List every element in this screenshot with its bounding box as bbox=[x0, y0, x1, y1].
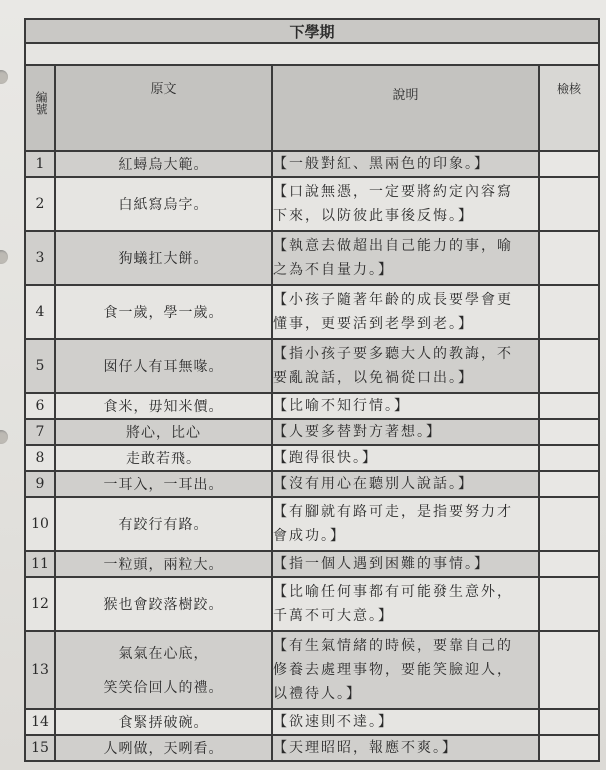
explanation-line: 【小孩子隨著年齡的成長要學會更 bbox=[273, 292, 513, 308]
explanation-line: 【比喻任何事都有可能發生意外， bbox=[273, 584, 513, 600]
original-line: 囡仔人有耳無喙。 bbox=[103, 359, 224, 375]
original-text bbox=[55, 709, 272, 735]
original-line: 食米，毋知米價。 bbox=[103, 399, 224, 415]
original-text bbox=[55, 551, 272, 577]
binder-ring bbox=[0, 250, 8, 264]
col-check-header: 檢核 bbox=[539, 65, 599, 151]
original-text bbox=[55, 577, 272, 631]
explanation-text bbox=[272, 735, 539, 761]
explanation-text bbox=[272, 577, 539, 631]
explanation-line: 【口說無憑，一定要將約定內容寫 bbox=[273, 184, 513, 200]
original-line: 猴也會跤落樹跤。 bbox=[103, 597, 224, 613]
explanation-line: 【指一個人遇到困難的事情。】 bbox=[273, 556, 490, 572]
row-number: 6 bbox=[25, 393, 55, 419]
original-text bbox=[55, 231, 272, 285]
check-cell[interactable] bbox=[539, 551, 599, 577]
explanation-line: 之為不自量力。】 bbox=[273, 262, 394, 278]
table-row bbox=[25, 339, 599, 393]
row-number: 1 bbox=[25, 151, 55, 177]
check-cell[interactable] bbox=[539, 285, 599, 339]
explanation-text bbox=[272, 177, 539, 231]
check-cell[interactable] bbox=[539, 419, 599, 445]
check-cell[interactable] bbox=[539, 339, 599, 393]
table-row bbox=[25, 285, 599, 339]
original-text bbox=[55, 497, 272, 551]
row-number: 11 bbox=[25, 551, 55, 577]
explanation-line: 【指小孩子要多聽大人的教誨，不 bbox=[273, 346, 513, 362]
binder-ring bbox=[0, 70, 8, 84]
table-row bbox=[25, 231, 599, 285]
table-row bbox=[25, 151, 599, 177]
col-number-label: 編號 bbox=[34, 90, 48, 115]
original-line: 狗蟻扛大餅。 bbox=[118, 251, 209, 267]
proverb-table bbox=[24, 18, 600, 762]
row-number: 12 bbox=[25, 577, 55, 631]
original-text bbox=[55, 285, 272, 339]
check-cell[interactable] bbox=[539, 231, 599, 285]
check-cell[interactable] bbox=[539, 709, 599, 735]
binder-ring bbox=[0, 430, 8, 444]
original-line: 紅蟳烏大範。 bbox=[118, 157, 209, 173]
row-number: 4 bbox=[25, 285, 55, 339]
explanation-text bbox=[272, 445, 539, 471]
explanation-text bbox=[272, 497, 539, 551]
check-cell[interactable] bbox=[539, 177, 599, 231]
row-number: 10 bbox=[25, 497, 55, 551]
check-cell[interactable] bbox=[539, 471, 599, 497]
explanation-line: 【欲速則不達。】 bbox=[273, 714, 394, 730]
explanation-line: 【一般對紅、黑兩色的印象。】 bbox=[273, 156, 490, 172]
explanation-line: 懂事，更要活到老學到老。】 bbox=[273, 316, 474, 332]
explanation-line: 【執意去做超出自己能力的事，喻 bbox=[273, 238, 513, 254]
original-line: 有跤行有路。 bbox=[118, 517, 209, 533]
col-number-header bbox=[25, 65, 55, 151]
table-row bbox=[25, 551, 599, 577]
explanation-line: 【跑得很快。】 bbox=[273, 450, 378, 466]
explanation-text bbox=[272, 551, 539, 577]
explanation-text bbox=[272, 151, 539, 177]
original-text bbox=[55, 445, 272, 471]
table-row bbox=[25, 471, 599, 497]
explanation-line: 【天理昭昭，報應不爽。】 bbox=[273, 740, 458, 756]
table-row bbox=[25, 709, 599, 735]
explanation-line: 【人要多替對方著想。】 bbox=[273, 424, 442, 440]
explanation-line: 會成功。】 bbox=[273, 528, 346, 544]
row-number: 3 bbox=[25, 231, 55, 285]
explanation-text bbox=[272, 709, 539, 735]
header-spacer bbox=[25, 43, 599, 65]
explanation-line: 千萬不可大意。】 bbox=[273, 608, 394, 624]
explanation-text bbox=[272, 393, 539, 419]
table-row bbox=[25, 497, 599, 551]
original-line: 走敢若飛。 bbox=[126, 451, 201, 467]
original-text bbox=[55, 393, 272, 419]
original-line: 白紙寫烏字。 bbox=[118, 197, 209, 213]
row-number: 13 bbox=[25, 631, 55, 709]
check-cell[interactable] bbox=[539, 393, 599, 419]
explanation-text bbox=[272, 285, 539, 339]
explanation-text bbox=[272, 231, 539, 285]
check-cell[interactable] bbox=[539, 577, 599, 631]
explanation-text bbox=[272, 471, 539, 497]
table-row bbox=[25, 445, 599, 471]
original-line: 食一歲，學一歲。 bbox=[103, 305, 224, 321]
original-line: 人咧做，天咧看。 bbox=[103, 741, 224, 757]
original-line: 一粒頭，兩粒大。 bbox=[103, 557, 224, 573]
explanation-line: 【沒有用心在聽別人說話。】 bbox=[273, 476, 474, 492]
row-number: 7 bbox=[25, 419, 55, 445]
original-text bbox=[55, 471, 272, 497]
row-number: 9 bbox=[25, 471, 55, 497]
table-row bbox=[25, 177, 599, 231]
table-row bbox=[25, 631, 599, 709]
explanation-text bbox=[272, 631, 539, 709]
semester-title: 下學期 bbox=[25, 19, 599, 43]
table-row bbox=[25, 419, 599, 445]
original-text bbox=[55, 339, 272, 393]
table-row bbox=[25, 577, 599, 631]
check-cell[interactable] bbox=[539, 631, 599, 709]
explanation-line: 修養去處理事物，要能笑臉迎人， bbox=[273, 662, 513, 678]
original-line: 食緊挵破碗。 bbox=[118, 715, 209, 731]
col-explanation-header: 說明 bbox=[272, 65, 539, 151]
explanation-line: 以禮待人。】 bbox=[273, 686, 362, 702]
original-line: 將心，比心 bbox=[126, 425, 201, 441]
check-cell[interactable] bbox=[539, 445, 599, 471]
original-text bbox=[55, 735, 272, 761]
explanation-line: 要亂說話，以免禍從口出。】 bbox=[273, 370, 474, 386]
explanation-text bbox=[272, 339, 539, 393]
original-line: 氣氣在心底， bbox=[118, 646, 209, 662]
explanation-text bbox=[272, 419, 539, 445]
explanation-line: 【有腳就有路可走，是指要努力才 bbox=[273, 504, 513, 520]
row-number: 5 bbox=[25, 339, 55, 393]
explanation-line: 【比喻不知行情。】 bbox=[273, 398, 410, 414]
check-cell[interactable] bbox=[539, 497, 599, 551]
col-original-header: 原文 bbox=[55, 65, 272, 151]
original-text bbox=[55, 151, 272, 177]
original-line: 一耳入，一耳出。 bbox=[103, 477, 224, 493]
explanation-line: 【有生氣情緒的時候，要靠自己的 bbox=[273, 638, 513, 654]
row-number: 8 bbox=[25, 445, 55, 471]
original-line: 笑笑佮回人的禮。 bbox=[103, 680, 224, 696]
check-cell[interactable] bbox=[539, 151, 599, 177]
explanation-line: 下來，以防彼此事後反悔。】 bbox=[273, 208, 474, 224]
row-number: 15 bbox=[25, 735, 55, 761]
check-cell[interactable] bbox=[539, 735, 599, 761]
row-number: 14 bbox=[25, 709, 55, 735]
original-text bbox=[55, 419, 272, 445]
row-number: 2 bbox=[25, 177, 55, 231]
original-text bbox=[55, 177, 272, 231]
original-text bbox=[55, 631, 272, 709]
table-row bbox=[25, 393, 599, 419]
table-row bbox=[25, 735, 599, 761]
